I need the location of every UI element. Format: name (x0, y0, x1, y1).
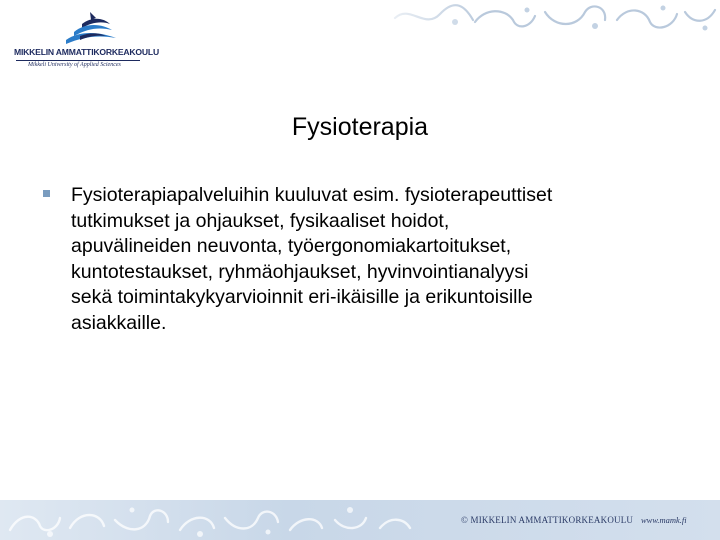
slide-title-text: Fysioterapia (291, 113, 429, 141)
logo-subtitle: Mikkeli University of Applied Sciences (28, 62, 121, 68)
top-ornament (355, 0, 720, 40)
bullet-line: sekä toimintakykyarvioinnit eri-ikäisille ja erikuntoisille (71, 286, 533, 308)
bullet-text (71, 183, 691, 336)
bullet-line: kuntotestaukset, ryhmäohjaukset, hyvinvointianalyysi (71, 260, 529, 283)
university-logo (14, 10, 159, 72)
bullet-line: Fysioterapiapalveluihin kuuluvat esim. fysioterapeuttiset (71, 184, 553, 206)
square-bullet-icon (43, 190, 50, 197)
footer-copyright: © MIKKELIN AMMATTIKORKEAKOULU (461, 515, 634, 525)
bullet-line: apuvälineiden neuvonta, työergonomiakartoitukset, (71, 235, 512, 257)
logo-divider (16, 60, 140, 61)
logo-wave-icon (60, 10, 118, 46)
bullet-line: tutkimukset ja ohjaukset, fysikaaliset hoidot, (71, 209, 450, 232)
footer-url[interactable]: www.mamk.fi (641, 515, 687, 525)
bullet-line: asiakkaille. (71, 311, 167, 334)
logo-name: MIKKELIN AMMATTIKORKEAKOULU (14, 47, 159, 57)
slide-title (0, 113, 720, 142)
footer-ornament (0, 500, 440, 540)
